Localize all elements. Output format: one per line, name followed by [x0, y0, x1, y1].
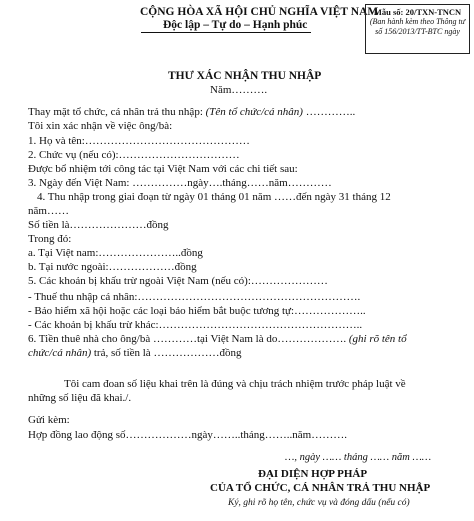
signature-note: Ký, ghi rõ họ tên, chức vụ và đóng dấu (nếu có): [228, 498, 410, 508]
item-housing-rent-cont: [28, 347, 241, 359]
representative-org: CỦA TỔ CHỨC, CÁ NHÂN TRẢ THU NHẬP: [210, 482, 431, 494]
form-note-line1: (Ban hành kèm theo Thông tư: [369, 17, 466, 26]
representative-title: ĐẠI DIỆN HỢP PHÁP: [258, 468, 368, 480]
payer-name-placeholder: (Tên tổ chức/cá nhân): [205, 106, 303, 118]
pledge-line-2: những số liệu đã khai./.: [28, 392, 132, 404]
amount-in-vietnam: a. Tại Việt nam:…………………..đồng: [28, 247, 203, 259]
confirm-line: Tôi xin xác nhận về việc ông/bà:: [28, 120, 173, 132]
deduction-insurance: - Bảo hiểm xã hội hoặc các loại bảo hiểm bắt buộc tương tự:………………..: [28, 305, 366, 317]
item-housing-rent: [28, 333, 407, 345]
housing-rent-text: 6. Tiền thuê nhà cho ông/bà …………tại Việt Nam là do……………….: [28, 333, 347, 345]
form-code-box: [365, 4, 470, 54]
total-amount: Số tiền là…………………đồng: [28, 219, 169, 231]
deduction-other: - Các khoản bị khấu trừ khác:………………………………………………..: [28, 319, 363, 331]
form-code: Mẫu số: 20/TXN-TNCN: [373, 7, 462, 17]
sign-date: …, ngày …… tháng …… năm ……: [285, 452, 432, 463]
labor-contract-line: Hợp đồng lao động số………………ngày……..tháng……..năm……….: [28, 429, 347, 441]
document-title: THƯ XÁC NHẬN THU NHẬP: [168, 70, 322, 82]
on-behalf-label: Thay mặt tổ chức, cá nhân trả thu nhập:: [28, 106, 203, 118]
appointed-line: Được bổ nhiệm tới công tác tại Việt Nam với các chi tiết sau:: [28, 163, 298, 175]
country-name: CỘNG HÒA XÃ HỘI CHỦ NGHĨA VIỆT NAM: [140, 6, 379, 18]
pledge-line-1: Tôi cam đoan số liệu khai trên là đúng và chịu trách nhiệm trước pháp luật về: [64, 378, 406, 390]
of-which-label: Trong đó:: [28, 233, 72, 245]
payer-dots: …………..: [305, 106, 356, 118]
item-deductions-abroad: 5. Các khoản bị khấu trừ ngoài Việt Nam (nếu có):…………………: [28, 275, 328, 287]
form-note-line2: số 156/2013/TT-BTC ngày: [375, 27, 460, 36]
header-divider: [141, 32, 311, 33]
housing-rent-note-cont: chức/cá nhân): [28, 347, 92, 359]
housing-rent-amount: trả, số tiền là ………………đồng: [93, 347, 242, 359]
attached-label: Gửi kèm:: [28, 414, 70, 426]
deduction-pit: - Thuế thu nhập cá nhân:…………………………………………………….: [28, 291, 361, 303]
item-position: 2. Chức vụ (nếu có):……………………………: [28, 149, 240, 161]
item-income-period-cont: năm……: [28, 205, 69, 217]
on-behalf-line: [28, 106, 355, 118]
amount-abroad: b. Tại nước ngoài:………………đồng: [28, 261, 197, 273]
year-line: Năm……….: [210, 84, 268, 96]
national-motto: Độc lập – Tự do – Hạnh phúc: [163, 19, 308, 31]
item-income-period: 4. Thu nhập trong giai đoạn từ ngày 01 tháng 01 năm ……đến ngày 31 tháng 12: [37, 191, 391, 203]
housing-rent-note: (ghi rõ tên tổ: [348, 333, 407, 345]
item-full-name: 1. Họ và tên:………………………………………: [28, 135, 250, 147]
item-arrival-date: 3. Ngày đến Việt Nam: ……………ngày….tháng……năm…………: [28, 177, 332, 189]
